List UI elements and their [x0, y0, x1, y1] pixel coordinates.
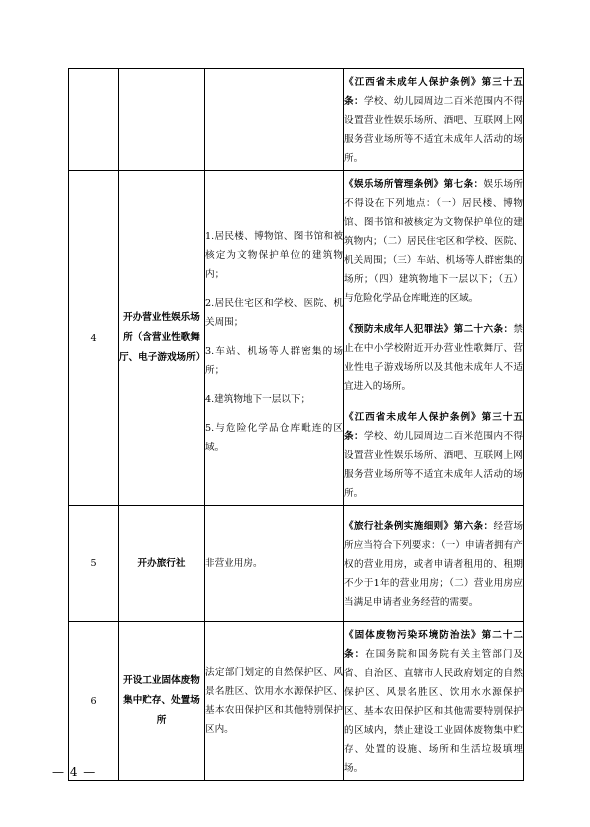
law-text: 学校、幼儿园周边二百米范围内不得设置营业性娱乐场所、酒吧、互联网上网服务营业场所等不适宜未成年人活动的场所。	[344, 431, 524, 499]
page-number: — 4 —	[52, 765, 97, 779]
law-basis-cell	[344, 171, 524, 506]
law-paragraph	[344, 175, 523, 308]
table-row	[69, 171, 524, 506]
item-name: 开设工业固体废物集中贮存、处置场所	[119, 622, 205, 781]
law-text: 娱乐场所不得设在下列地点：（一）居民楼、博物馆、图书馆和被核定为文物保护单位的建筑物内；（二）居民住宅区和学校、医院、机关周围；（三）车站、机场等人群密集的场所；（四）建筑物地下一层以下；（五）与危险化学品仓库毗连的区域。	[344, 179, 524, 304]
law-paragraph	[344, 626, 523, 778]
law-paragraph	[344, 408, 523, 503]
conditions-cell	[205, 69, 344, 171]
condition-item: 4.建筑物地下一层以下；	[205, 394, 311, 405]
conditions-cell	[205, 506, 344, 622]
table-row	[69, 506, 524, 622]
row-number: 4	[69, 171, 119, 506]
item-name	[119, 69, 205, 171]
conditions-cell	[205, 622, 344, 781]
law-text: 禁止在中小学校附近开办营业性歌舞厅、营业性电子游戏场所以及其他未成年人不适宜进入的场所。	[344, 324, 523, 392]
law-name: 《江西省未成年人保护条例》第三十五条：	[344, 412, 523, 442]
law-text: 在国务院和国务院有关主管部门及省、自治区、直辖市人民政府划定的自然保护区、风景名胜区、饮用水水源保护区、基本农田保护区和其他需要特别保护的区域内，禁止建设工业固体废物集中贮存、处置的设施、场所和生活垃圾填埋场。	[344, 649, 524, 774]
regulation-table	[68, 68, 524, 781]
item-name: 开办旅行社	[119, 506, 205, 622]
condition-item: 3.车站、机场等人群密集的场所；	[205, 346, 343, 376]
condition-item: 5.与危险化学品仓库毗连的区域。	[205, 423, 343, 453]
item-name: 开办营业性娱乐场所（含营业性歌舞厅、电子游戏场所）	[119, 171, 205, 506]
conditions-cell	[205, 171, 344, 506]
table-row	[69, 622, 524, 781]
law-text: 经营场所应当符合下列要求：（一）申请者拥有产权的营业用房，或者申请者租用的、租期不少于1年的营业用房；（二）营业用房应当满足申请者业务经营的需要。	[344, 521, 524, 608]
law-name: 《旅行社条例实施细则》第六条：	[344, 521, 494, 532]
row-number	[69, 69, 119, 171]
row-number: 6	[69, 622, 119, 781]
condition-item: 非营业用房。	[205, 558, 263, 569]
condition-item: 1.居民楼、博物馆、图书馆和被核定为文物保护单位的建筑物内；	[205, 231, 343, 280]
law-paragraph	[344, 320, 523, 396]
law-text: 学校、幼儿园周边二百米范围内不得设置营业性娱乐场所、酒吧、互联网上网服务营业场所等不适宜未成年人活动的场所。	[344, 96, 524, 164]
law-name: 《固体废物污染环境防治法》第二十二条：	[344, 630, 523, 660]
law-name: 《娱乐场所管理条例》第七条：	[344, 179, 484, 190]
law-name: 《江西省未成年人保护条例》第三十五条：	[344, 77, 523, 107]
condition-item: 2.居民住宅区和学校、医院、机关周围；	[205, 298, 343, 328]
law-basis-cell	[344, 622, 524, 781]
law-basis-cell	[344, 69, 524, 171]
table-row	[69, 69, 524, 171]
law-paragraph	[344, 73, 523, 168]
row-number: 5	[69, 506, 119, 622]
law-basis-cell	[344, 506, 524, 622]
law-paragraph	[344, 517, 523, 612]
condition-item: 法定部门划定的自然保护区、风景名胜区、饮用水水源保护区、基本农田保护区和其他特别保护区内。	[205, 667, 343, 735]
law-name: 《预防未成年人犯罪法》第二十六条：	[344, 324, 514, 335]
